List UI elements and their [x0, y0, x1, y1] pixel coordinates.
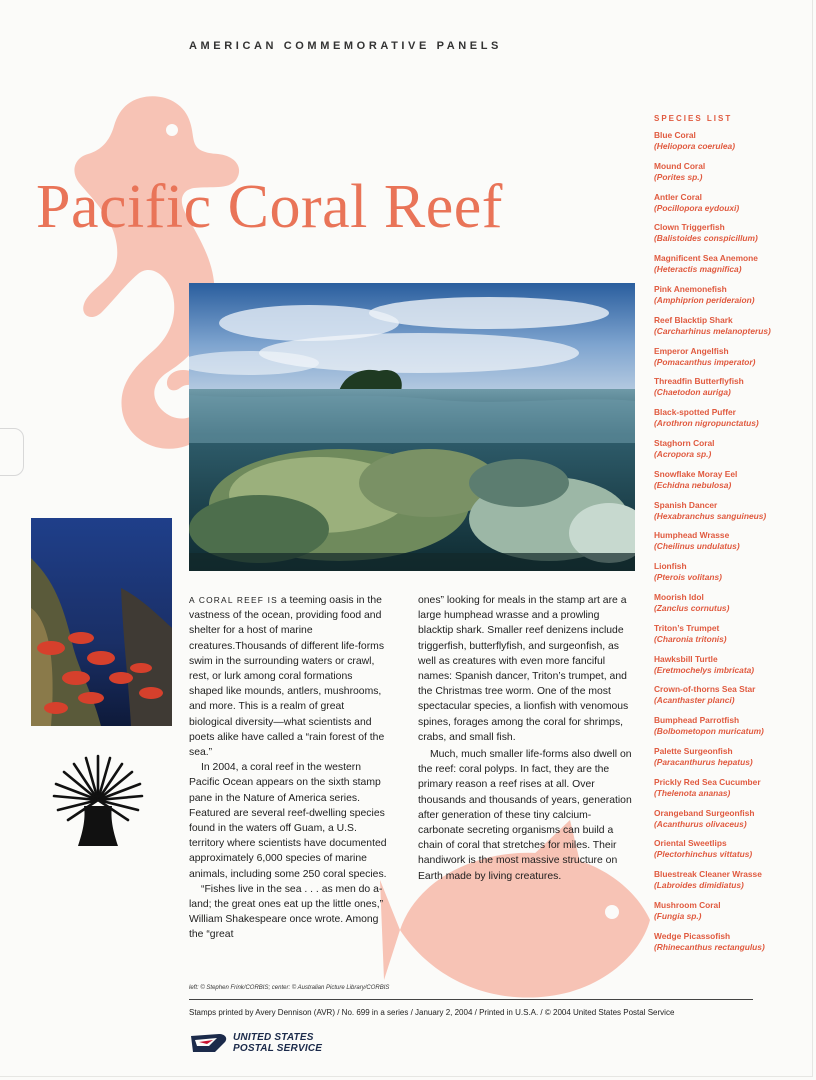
species-item [654, 222, 804, 253]
species-scientific-name: (Zanclus cornutus) [654, 602, 730, 613]
article-column-left [189, 593, 387, 943]
species-item [654, 746, 804, 777]
species-common-name: Staghorn Coral [654, 437, 715, 448]
species-common-name: Threadfin Butterflyfish [654, 376, 744, 387]
species-scientific-name: (Charonia tritonis) [654, 633, 727, 644]
species-item [654, 931, 804, 962]
species-common-name: Mound Coral [654, 160, 706, 171]
species-scientific-name: (Hexabranchus sanguineus) [654, 510, 767, 521]
species-scientific-name: (Labroides dimidiatus) [654, 880, 744, 891]
species-common-name: Wedge Picassofish [654, 930, 731, 941]
article-column-right [418, 593, 632, 884]
species-list [654, 114, 804, 962]
article-paragraph-3: “Fishes live in the sea . . . as men do a-land; the great ones eat up the little ones,” William Shakespeare once wrote. Among the “great [189, 883, 384, 941]
species-common-name: Spanish Dancer [654, 499, 718, 510]
species-item [654, 838, 804, 869]
species-item [654, 500, 804, 531]
species-scientific-name: (Bolbometopon muricatum) [654, 726, 764, 737]
species-scientific-name: (Eretmochelys imbricata) [654, 664, 755, 675]
species-common-name: Magnificent Sea Anemone [654, 253, 758, 264]
species-scientific-name: (Arothron nigropunctatus) [654, 418, 759, 429]
species-common-name: Palette Surgeonfish [654, 745, 733, 756]
species-scientific-name: (Cheilinus undulatus) [654, 541, 740, 552]
species-common-name: Emperor Angelfish [654, 345, 729, 356]
species-common-name: Lionfish [654, 561, 687, 572]
species-common-name: Orangeband Surgeonfish [654, 807, 755, 818]
species-scientific-name: (Heteractis magnifica) [654, 264, 742, 275]
article-lead-in: A CORAL REEF IS [189, 595, 278, 605]
species-scientific-name: (Pomacanthus imperator) [654, 356, 756, 367]
sea-anemone-icon [48, 750, 148, 850]
species-item [654, 900, 804, 931]
species-item [654, 715, 804, 746]
species-items [654, 130, 804, 962]
species-scientific-name: (Balistoides conspicillum) [654, 233, 758, 244]
species-scientific-name: (Fungia sp.) [654, 910, 702, 921]
species-scientific-name: (Rhinecanthus rectangulus) [654, 941, 765, 952]
species-item [654, 315, 804, 346]
species-item [654, 346, 804, 377]
species-item [654, 192, 804, 223]
species-item [654, 684, 804, 715]
species-item [654, 777, 804, 808]
species-common-name: Mushroom Coral [654, 899, 721, 910]
species-item [654, 623, 804, 654]
species-item [654, 253, 804, 284]
eagle-logo-icon [189, 1032, 229, 1054]
footer-rule [189, 999, 753, 1000]
species-common-name: Triton’s Trumpet [654, 622, 720, 633]
species-common-name: Crown-of-thorns Sea Star [654, 684, 756, 695]
species-item [654, 808, 804, 839]
series-header: AMERICAN COMMEMORATIVE PANELS [189, 40, 502, 52]
species-scientific-name: (Pterois volitans) [654, 572, 722, 583]
soldierfish-photo [31, 518, 172, 726]
article-paragraph-2: In 2004, a coral reef in the western Pacific Ocean appears on the sixth stamp pane in the Nature of America series. Featured are several reef-dwelling species found in the waters off Guam, a U.S. territory where scientists have documented approximately 6,000 species of marine animals, including some 250 coral species. [189, 762, 387, 880]
species-scientific-name: (Paracanthurus hepatus) [654, 756, 753, 767]
species-common-name: Clown Triggerfish [654, 222, 725, 233]
species-list-heading: SPECIES LIST [654, 114, 733, 123]
species-scientific-name: (Thelenota ananas) [654, 787, 731, 798]
species-item [654, 438, 804, 469]
species-item [654, 869, 804, 900]
species-scientific-name: (Porites sp.) [654, 171, 703, 182]
photo-credits: left: © Stephen Frink/CORBIS; center: © Australian Picture Library/CORBIS [189, 985, 390, 991]
species-common-name: Oriental Sweetlips [654, 838, 727, 849]
species-scientific-name: (Acropora sp.) [654, 448, 712, 459]
species-item [654, 530, 804, 561]
species-scientific-name: (Carcharhinus melanopterus) [654, 325, 771, 336]
species-scientific-name: (Heliopora coerulea) [654, 141, 735, 151]
species-common-name: Pink Anemonefish [654, 283, 727, 294]
usps-wordmark: UNITED STATES POSTAL SERVICE [233, 1032, 323, 1054]
species-scientific-name: (Acanthurus olivaceus) [654, 818, 747, 829]
species-common-name: Blue Coral [654, 130, 696, 140]
species-item [654, 592, 804, 623]
species-item [654, 469, 804, 500]
species-item [654, 161, 804, 192]
species-common-name: Humphead Wrasse [654, 530, 730, 541]
species-common-name: Antler Coral [654, 191, 702, 202]
usps-logo [189, 1030, 329, 1058]
species-scientific-name: (Plectorhinchus vittatus) [654, 849, 753, 860]
species-item [654, 376, 804, 407]
page-title: Pacific Coral Reef [36, 173, 503, 241]
species-common-name: Hawksbill Turtle [654, 653, 718, 664]
species-common-name: Moorish Idol [654, 591, 704, 602]
species-common-name: Prickly Red Sea Cucumber [654, 776, 761, 787]
article-paragraph-3-continued: ones” looking for meals in the stamp art are a large humphead wrasse and a prowling blacktip shark. Smaller reef denizens include triggerfish, butterflyfish, and surgeonfish, as well as creatures with even more fanciful names: Spanish dancer, Triton’s trumpet, and the Christmas tree worm. One of the most spectacular species, a lionfish with venomous spines, forages among the coral for shrimps, crabs, and small fish. [418, 595, 629, 743]
species-item [654, 284, 804, 315]
species-item [654, 654, 804, 685]
species-item [654, 561, 804, 592]
species-scientific-name: (Pocillopora eydouxi) [654, 202, 740, 213]
species-scientific-name: (Acanthaster planci) [654, 695, 735, 706]
species-item [654, 407, 804, 438]
reef-photo [189, 283, 635, 571]
printer-line: Stamps printed by Avery Dennison (AVR) / No. 699 in a series / January 2, 2004 / Printed in U.S.A. / © 2004 United States Postal Service [189, 1008, 675, 1017]
species-common-name: Snowflake Moray Eel [654, 468, 738, 479]
species-common-name: Bumphead Parrotfish [654, 715, 740, 726]
species-scientific-name: (Echidna nebulosa) [654, 479, 732, 490]
article-paragraph-4: Much, much smaller life-forms also dwell on the reef: coral polyps. In fact, they are the primary reason a reef rises at all. Over thousands and thousands of years, generation after generation of these tiny calcium-carbonate secreting organisms can build a chain of coral that stretches for miles. Their handiwork is the most massive structure on Earth made by living creatures. [418, 749, 632, 882]
species-scientific-name: (Amphiprion perideraion) [654, 294, 755, 305]
species-common-name: Reef Blacktip Shark [654, 314, 733, 325]
binder-notch [0, 428, 24, 476]
species-common-name: Black-spotted Puffer [654, 407, 736, 418]
species-scientific-name: (Chaetodon auriga) [654, 387, 731, 398]
article-paragraph-1: A CORAL REEF IS a teeming oasis in the vastness of the ocean, providing food and shelter for a host of marine creatures.Thousands of different life-forms swim in the surrounding waters or crawl, rest, or lurk among coral formations shaped like mounds, antlers, mushrooms, and more. This is a realm of great biological diversity—what scientists and poets alike have called a “rain forest of the sea.” [189, 595, 385, 759]
species-common-name: Bluestreak Cleaner Wrasse [654, 869, 762, 880]
species-item [654, 130, 804, 161]
